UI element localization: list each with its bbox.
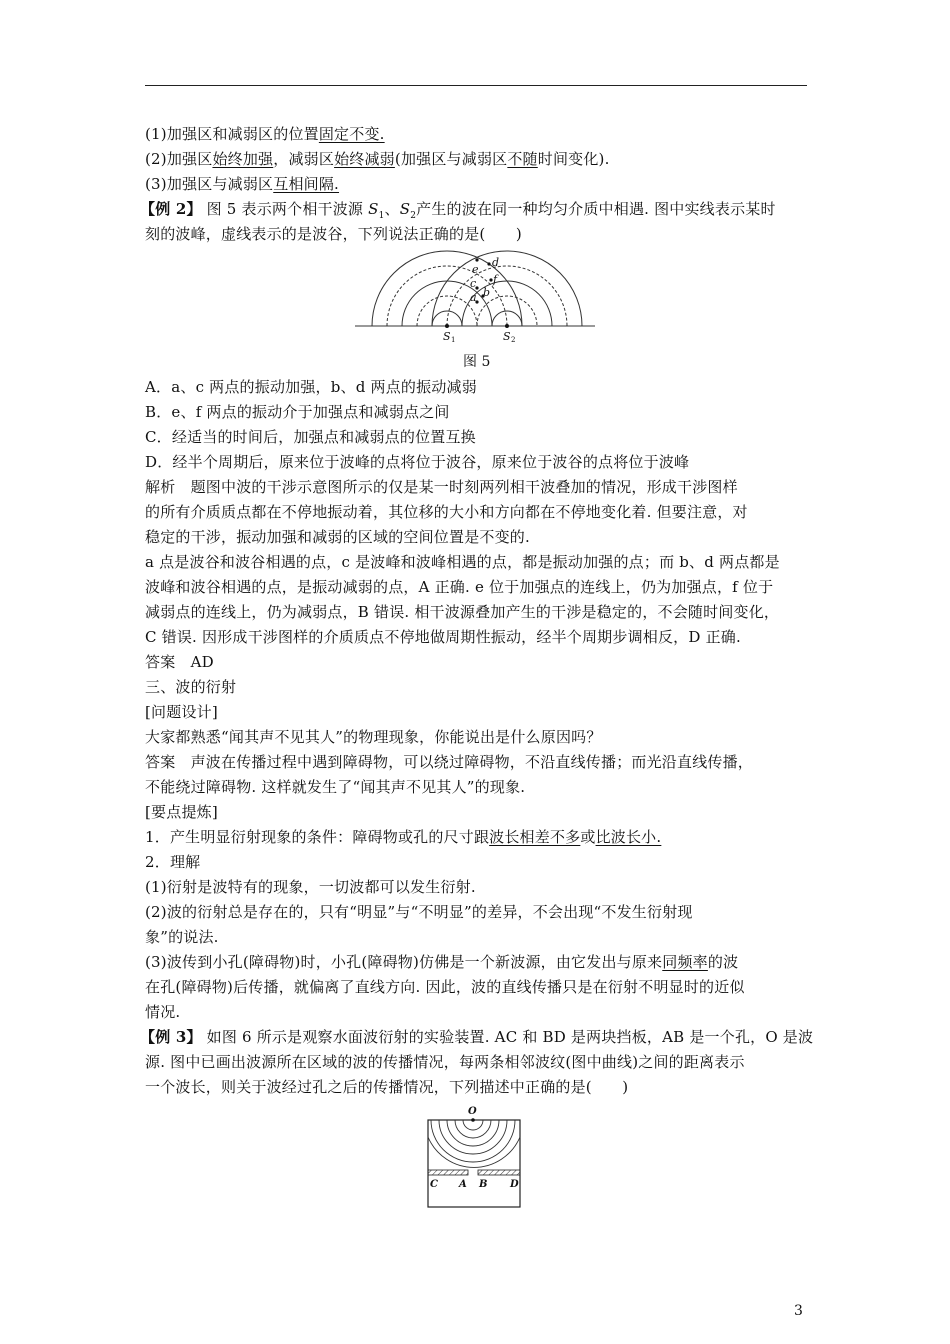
question-answer-2: 不能绕过障碍物. 这样就发生了“闻其声不见其人”的现象. xyxy=(145,778,526,796)
analysis-line-1: 解析 题图中波的干涉示意图所示的仅是某一时刻两列相干波叠加的情况，形成干涉图样 xyxy=(145,478,738,496)
section-3-title: 三、波的衍射 xyxy=(145,678,237,696)
figure-5-interference xyxy=(350,250,600,345)
key-point-2-3a: (3)波传到小孔(障碍物)时，小孔(障碍物)仿佛是一个新波源，由它发出与原来同频率的波 xyxy=(145,953,739,971)
question-1: 大家都熟悉“闻其声不见其人”的物理现象，你能说出是什么原因吗？ xyxy=(145,728,602,746)
point-1: (1)加强区和减弱区的位置固定不变. xyxy=(145,125,385,143)
fig5-label-c: c xyxy=(470,277,477,290)
fig5-label-f: f xyxy=(493,273,498,286)
option-c: C．经适当的时间后，加强点和减弱点的位置互换 xyxy=(145,428,476,446)
answer-1: 答案 AD xyxy=(145,653,214,671)
analysis-line-3: 稳定的干涉，振动加强和减弱的区域的空间位置是不变的. xyxy=(145,528,530,546)
figure-5-caption: 图 5 xyxy=(463,354,491,370)
analysis-line-6: 减弱点的连线上，仍为减弱点，B 错误. 相干波源叠加产生的干涉是稳定的，不会随时间变化， xyxy=(145,603,780,621)
fig5-label-e: e xyxy=(472,263,479,276)
fig6-label-a: A xyxy=(459,1179,467,1190)
key-point-2-2b: 象”的说法. xyxy=(145,928,219,946)
key-point-2-3b: 在孔(障碍物)后传播，就偏离了直线方向. 因此，波的直线传播只是在衍射不明显时的近似 xyxy=(145,978,745,996)
fig6-label-d: D xyxy=(510,1179,519,1190)
key-points-heading: [要点提炼] xyxy=(145,803,218,821)
key-point-2-2a: (2)波的衍射总是存在的，只有“明显”与“不明显”的差异，不会出现“不发生衍射现 xyxy=(145,903,693,921)
question-design-heading: [问题设计] xyxy=(145,703,218,721)
example-2-line-2: 刻的波峰，虚线表示的是波谷，下列说法正确的是( ) xyxy=(145,225,522,243)
example-3-line-1: 【例 3】 如图 6 所示是观察水面波衍射的实验装置. AC 和 BD 是两块挡板，AB 是一个孔，O 是波 xyxy=(140,1028,814,1046)
figure-6-diffraction xyxy=(420,1102,530,1212)
question-answer-1: 答案 声波在传播过程中遇到障碍物，可以绕过障碍物，不沿直线传播；而光沿直线传播， xyxy=(145,753,754,771)
fig5-label-d: d xyxy=(492,256,500,269)
fig5-label-b: b xyxy=(483,286,491,299)
point-3: (3)加强区与减弱区互相间隔. xyxy=(145,175,340,193)
point-2: (2)加强区始终加强，减弱区始终减弱(加强区与减弱区不随时间变化). xyxy=(145,150,610,168)
example-3-line-2: 源. 图中已画出波源所在区域的波的传播情况，每两条相邻波纹(图中曲线)之间的距离表示 xyxy=(145,1053,745,1071)
option-b: B．e、f 两点的振动介于加强点和减弱点之间 xyxy=(145,403,450,421)
fig5-label-a: a xyxy=(470,291,477,304)
header-rule xyxy=(145,85,807,86)
example-2-line-1: 【例 2】 图 5 表示两个相干波源 $S_1$、$S_2$产生的波在同一种均匀介质中相遇. 图中实线表示某时 xyxy=(140,200,776,221)
fig6-label-o: O xyxy=(468,1106,477,1117)
analysis-line-4: a 点是波谷和波谷相遇的点，c 是波峰和波峰相遇的点，都是振动加强的点；而 b、d 两点都是 xyxy=(145,553,780,571)
example-3-line-3: 一个波长，则关于波经过孔之后的传播情况，下列描述中正确的是( ) xyxy=(145,1078,629,1096)
fig6-label-b: B xyxy=(479,1179,488,1190)
fig6-label-c: C xyxy=(430,1179,438,1190)
analysis-line-7: C 错误. 因形成干涉图样的介质质点不停地做周期性振动，经半个周期步调相反，D 正确. xyxy=(145,628,741,646)
analysis-line-2: 的所有介质质点都在不停地振动着，其位移的大小和方向都在不停地变化着. 但要注意，对 xyxy=(145,503,748,521)
option-d: D．经半个周期后，原来位于波峰的点将位于波谷，原来位于波谷的点将位于波峰 xyxy=(145,453,690,471)
option-a: A．a、c 两点的振动加强，b、d 两点的振动减弱 xyxy=(145,378,477,396)
key-point-2: 2．理解 xyxy=(145,853,201,871)
key-point-1: 1．产生明显衍射现象的条件：障碍物或孔的尺寸跟波长相差不多或比波长小. xyxy=(145,828,662,846)
key-point-2-1: (1)衍射是波特有的现象，一切波都可以发生衍射. xyxy=(145,878,476,896)
svg-text:1: 1 xyxy=(451,336,456,344)
fig5-label-s1: S xyxy=(443,330,451,343)
page-number: 3 xyxy=(794,1303,803,1319)
fig5-label-s2: S xyxy=(503,330,511,343)
analysis-line-5: 波峰和波谷相遇的点，是振动减弱的点，A 正确. e 位于加强点的连线上，仍为加强点，f 位于 xyxy=(145,578,774,596)
key-point-2-3c: 情况. xyxy=(145,1003,181,1021)
svg-text:2: 2 xyxy=(511,336,516,344)
